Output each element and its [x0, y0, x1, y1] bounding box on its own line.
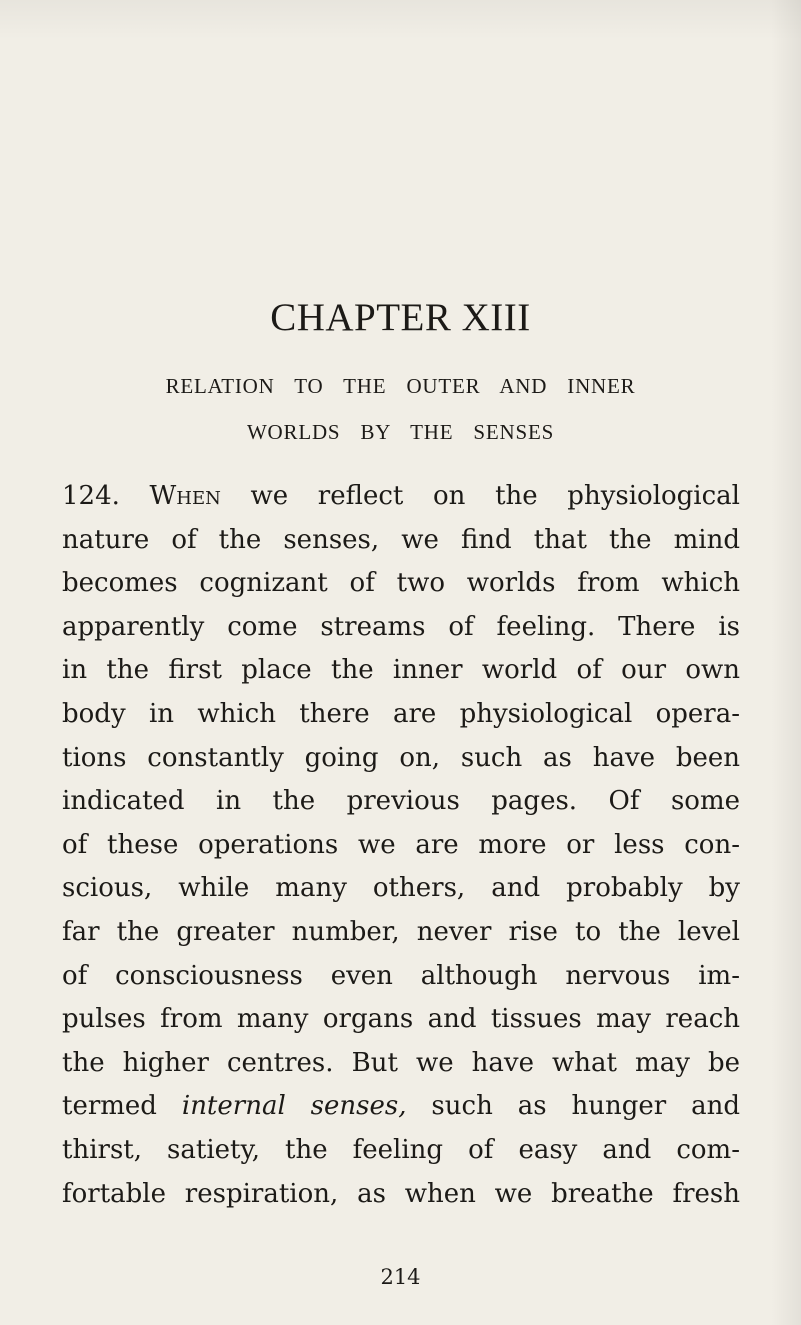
paragraph-line: apparently come streams of feeling. There is — [62, 611, 740, 642]
paragraph-line: pulses from many organs and tissues may reach — [62, 1004, 740, 1035]
paragraph-line: thirst, satiety, the feeling of easy and com- — [62, 1134, 740, 1165]
chapter-title: CHAPTER XIII — [270, 296, 531, 339]
paragraph-line: in the first place the inner world of our own — [62, 655, 740, 686]
paragraph-lead-word: When — [149, 481, 221, 511]
italic-line-pre: termed — [62, 1091, 157, 1122]
paragraph-line: nature of the senses, we find that the mind — [62, 524, 740, 555]
paragraph-line-italic — [62, 1085, 740, 1129]
body-paragraph — [62, 475, 740, 1216]
paragraph-line: indicated in the previous pages. Of some — [62, 786, 740, 817]
section-title-line-2: WORLDS BY THE SENSES — [246, 420, 555, 444]
paragraph-line: of these operations we are more or less con- — [62, 829, 740, 860]
paragraph-number: 124. — [62, 481, 120, 511]
paragraph-line-1 — [62, 475, 740, 519]
italic-phrase: internal senses, — [181, 1091, 407, 1122]
paragraph-line: of consciousness even although nervous im- — [62, 960, 740, 991]
section-title-line-1: RELATION TO THE OUTER AND INNER — [165, 374, 636, 398]
paragraph-line: body in which there are physiological opera- — [62, 698, 740, 729]
paragraph-line: the higher centres. But we have what may be — [62, 1047, 740, 1078]
paragraph-line: fortable respiration, as when we breathe fresh — [62, 1178, 740, 1209]
page-number: 214 — [380, 1265, 421, 1289]
paragraph-line: scious, while many others, and probably by — [62, 873, 740, 904]
paragraph-line: tions constantly going on, such as have been — [62, 742, 740, 773]
paragraph-first-line-text: we reflect on the physiological — [250, 481, 740, 511]
italic-line-post: such as hunger and — [431, 1091, 740, 1122]
paragraph-line: becomes cognizant of two worlds from which — [62, 568, 740, 599]
paragraph-line: far the greater number, never rise to the level — [62, 916, 740, 947]
